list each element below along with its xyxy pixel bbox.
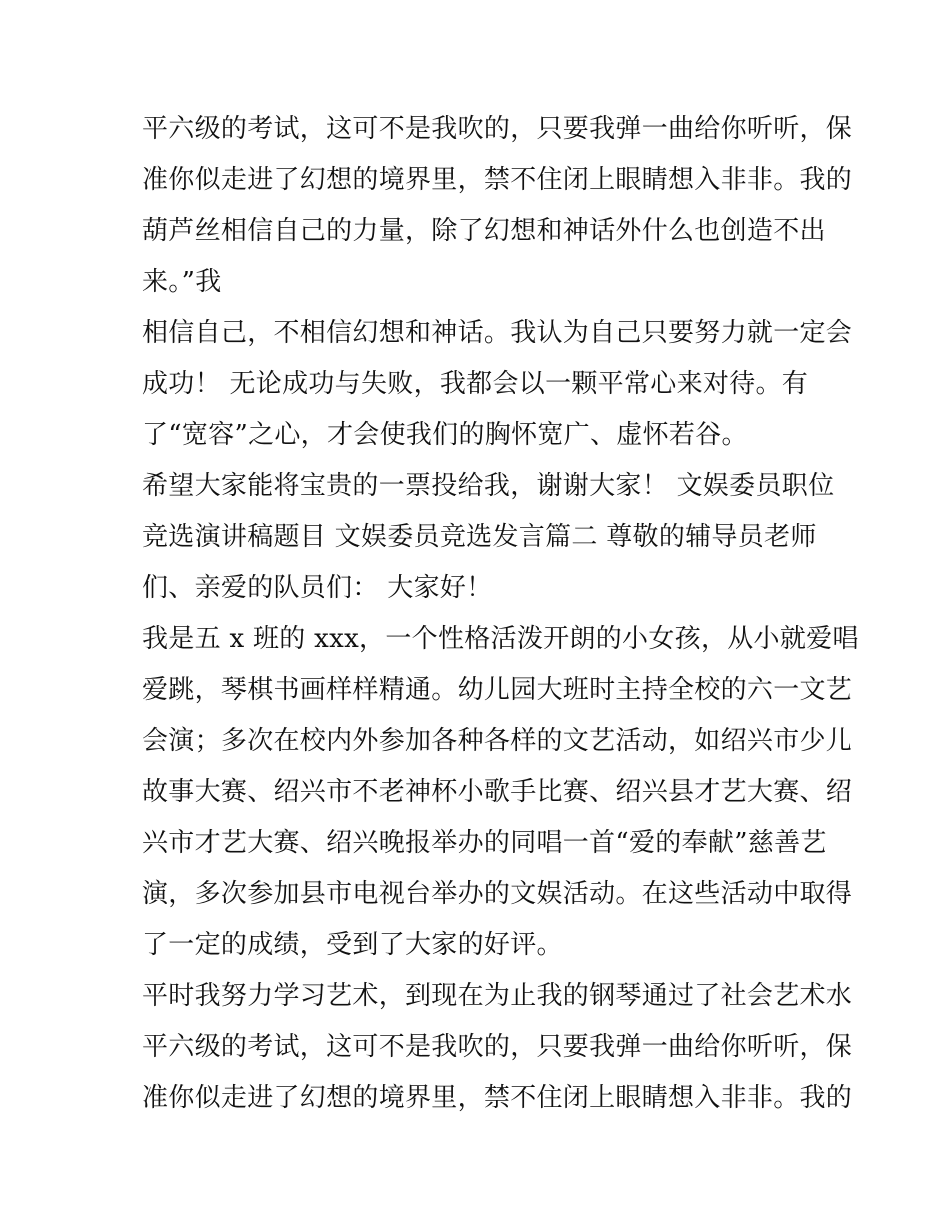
text-line: 希望大家能将宝贵的一票投给我，谢谢大家！ 文娱委员职位 [142, 471, 835, 501]
text-line: 葫芦丝相信自己的力量，除了幻想和神话外什么也创造不出 [142, 216, 826, 246]
text-line: 们、亲爱的队员们： 大家好！ [142, 573, 493, 603]
text-line: 会演；多次在校内外参加各种各样的文艺活动，如绍兴市少儿 [142, 726, 853, 756]
text-line: 准你似走进了幻想的境界里，禁不住闭上眼睛想入非非。我的 [142, 1083, 853, 1113]
text-line: 兴市才艺大赛、绍兴晚报举办的同唱一首“爱的奉献”慈善艺 [142, 828, 827, 858]
text-line: 成功！ 无论成功与失败，我都会以一颗平常心来对待。有 [142, 369, 809, 399]
text-line: 平六级的考试，这可不是我吹的，只要我弹一曲给你听听，保 [142, 114, 853, 144]
text-line: 了一定的成绩，受到了大家的好评。 [142, 930, 563, 960]
text-line: 演，多次参加县市电视台举办的文娱活动。在这些活动中取得 [142, 879, 853, 909]
text-line: 竞选演讲稿题目 文娱委员竞选发言篇二 尊敬的辅导员老师 [142, 522, 817, 552]
text-line: 我是五 x 班的 xxx，一个性格活泼开朗的小女孩，从小就爱唱 [142, 624, 859, 654]
text-line: 相信自己，不相信幻想和神话。我认为自己只要努力就一定会 [142, 318, 853, 348]
text-line: 平六级的考试，这可不是我吹的，只要我弹一曲给你听听，保 [142, 1032, 853, 1062]
text-line: 平时我努力学习艺术，到现在为止我的钢琴通过了社会艺术水 [142, 981, 853, 1011]
text-line: 爱跳，琴棋书画样样精通。幼儿园大班时主持全校的六一文艺 [142, 675, 853, 705]
text-line: 故事大赛、绍兴市不老神杯小歌手比赛、绍兴县才艺大赛、绍 [142, 777, 853, 807]
text-line: 来。”我 [142, 267, 222, 297]
text-line: 准你似走进了幻想的境界里，禁不住闭上眼睛想入非非。我的 [142, 165, 853, 195]
text-line: 了“宽容”之心，才会使我们的胸怀宽广、虚怀若谷。 [142, 420, 748, 450]
